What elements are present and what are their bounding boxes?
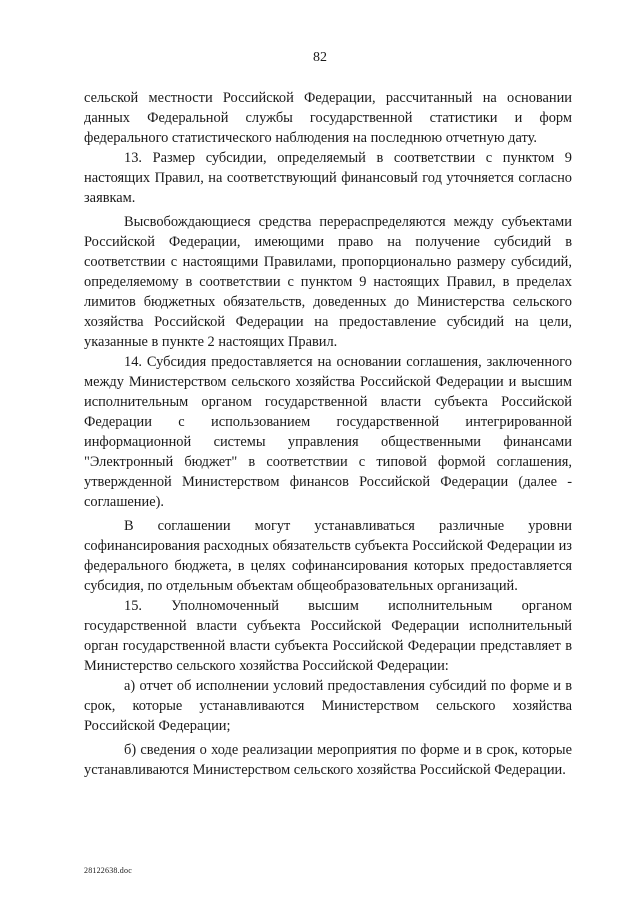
paragraph-14: 14. Субсидия предоставляется на основании соглашения, заключенного между Министерством сельского хозяйства Российской Федерации и высшим исполнительным органом государственной власти субъекта Российской Федерации с использованием государственной интегрированной информационной системы управления общественными финансами "Электронный бюджет" в соответствии с типовой формой соглашения, утвержденной Министерством финансов Российской Федерации (далее - соглашение). bbox=[84, 354, 572, 510]
paragraph-13: 13. Размер субсидии, определяемый в соответствии с пунктом 9 настоящих Правил, на соответствующий финансовый год уточняется согласно заявкам. bbox=[84, 150, 572, 206]
paragraph-14-cofinancing: В соглашении могут устанавливаться различные уровни софинансирования расходных обязательств субъекта Российской Федерации из федерального бюджета, в целях софинансирования которых предоставляется субсидия, по отдельным объектам общеобразовательных организаций. bbox=[84, 518, 572, 594]
footer-file-code: 28122638.doc bbox=[84, 866, 132, 875]
paragraph-15-item-b: б) сведения о ходе реализации мероприятия по форме и в срок, которые устанавливаются Министерством сельского хозяйства Российской Федерации. bbox=[84, 742, 572, 778]
paragraph-15: 15. Уполномоченный высшим исполнительным органом государственной власти субъекта Российской Федерации исполнительный орган государственной власти субъекта Российской Федерации представляет в Министерство сельского хозяйства Российской Федерации: bbox=[84, 598, 572, 674]
paragraph-15-item-a: а) отчет об исполнении условий предоставления субсидий по форме и в срок, которые устанавливаются Министерством сельского хозяйства Российской Федерации; bbox=[84, 678, 572, 734]
page-number: 82 bbox=[313, 50, 327, 65]
paragraph-continuation: сельской местности Российской Федерации, рассчитанный на основании данных Федеральной службы государственной статистики и форм федерального статистического наблюдения на последнюю отчетную дату. bbox=[84, 90, 572, 146]
paragraph-13-redistribution: Высвобождающиеся средства перераспределяются между субъектами Российской Федерации, имеющими право на получение субсидий в соответствии с настоящими Правилами, пропорционально размеру субсидий, определяемому в соответствии с пунктом 9 настоящих Правил, в пределах лимитов бюджетных обязательств, доведенных до Министерства сельского хозяйства Российской Федерации на предоставление субсидий на цели, указанные в пункте 2 настоящих Правил. bbox=[84, 214, 572, 350]
document-body bbox=[84, 88, 572, 780]
